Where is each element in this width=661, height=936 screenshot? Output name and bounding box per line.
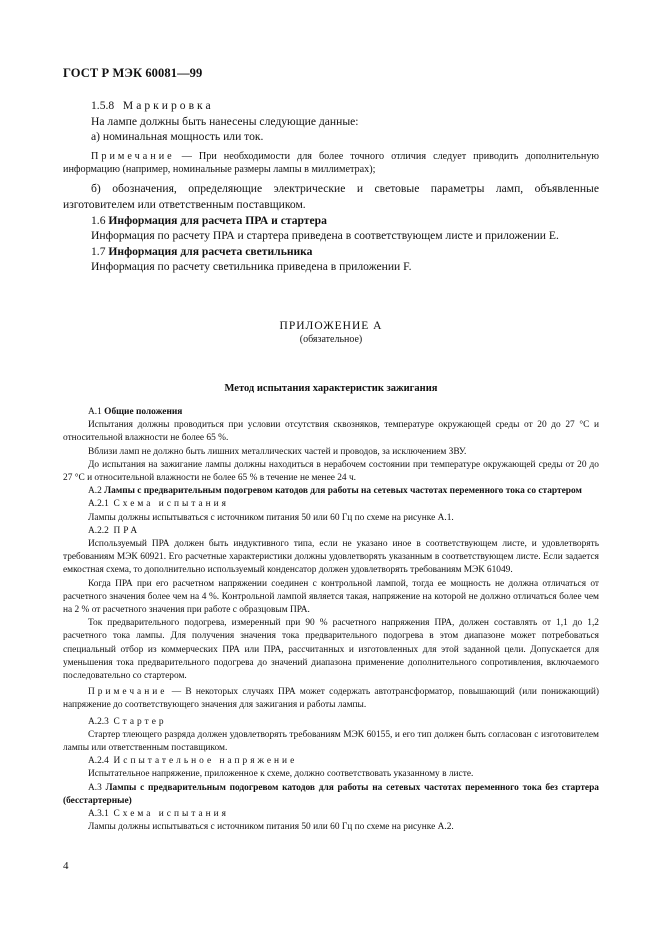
paragraph: До испытания на зажигание лампы должны находиться в нерабочем состоянии при температуре окружающей среды от 20 до 27 °С и относительной влажности не более 65 % в течение не менее 24 ч. xyxy=(63,459,599,484)
heading-1-6: 1.6 Информация для расчета ПРА и стартера xyxy=(91,213,327,227)
appendix-body xyxy=(63,406,599,835)
heading-a3: А.3 Лампы с предварительным подогревом катодов для работы на сетевых частотах переменного тока без стартера (бесстартерные) xyxy=(63,782,599,806)
list-item-b: б) обозначения, определяющие электрические и световые параметры ламп, объявленные изготовителем или ответственным поставщиком. xyxy=(63,182,599,211)
paragraph: На лампе должны быть нанесены следующие данные: xyxy=(91,114,359,128)
appendix-title: ПРИЛОЖЕНИЕ А xyxy=(279,320,383,332)
heading-a1: А.1 Общие положения xyxy=(88,407,183,417)
method-title: Метод испытания характеристик зажигания xyxy=(224,383,438,394)
heading-1-5-8: 1.5.8 Маркировка xyxy=(91,99,214,112)
paragraph: Испытания должны проводиться при условии отсутствия сквозняков, температуре окружающей среды от 20 до 27 °С и относительной влажности не более 65 %. xyxy=(63,420,599,444)
paragraph: Стартер тлеющего разряда должен удовлетворять требованиям МЭК 60155, и его тип должен быть согласован с изготовителем лампы или ответственным поставщиком. xyxy=(63,729,599,754)
heading-title-marking: Маркировка xyxy=(122,99,214,112)
paragraph: Лампы должны испытываться с источником питания 50 или 60 Гц по схеме на рисунке А.1. xyxy=(88,512,454,523)
paragraph: Лампы должны испытываться с источником питания 50 или 60 Гц по схеме на рисунке А.2. xyxy=(88,822,454,833)
paragraph: Ток предварительного подогрева, измеренный при 90 % расчетного напряжения ПРА, должен составлять от 1,1 до 1,2 расчетного тока лампы. Для получения значения тока предварительного подогрева в этом диапазоне может потребоваться специальный отбор из коммерческих ПРА или ПРА, рассчитанных и изготовленных для этой заданной цели. Допускается для уменьшения тока предварительного подогрева до значений диапазона применение дополнительного сопротивления, включаемого последовательно со стартером. xyxy=(63,618,599,682)
paragraph: Вблизи ламп не должно быть лишних металлических частей и проводов, за исключением ЗВУ. xyxy=(88,446,467,457)
paragraph: Испытательное напряжение, приложенное к схеме, должно соответствовать указанному в листе. xyxy=(88,769,474,780)
heading-a3-1: А.3.1 Схема испытания xyxy=(88,809,229,820)
paragraph: Информация по расчету ПРА и стартера приведена в соответствующем листе и приложении E. xyxy=(91,229,559,243)
page-number: 4 xyxy=(63,860,69,872)
paragraph: Информация по расчету светильника приведена в приложении F. xyxy=(91,260,412,274)
document-header: ГОСТ Р МЭК 60081—99 xyxy=(63,66,203,80)
section-1-5-8 xyxy=(63,98,599,275)
heading-a2: А.2 Лампы с предварительным подогревом катодов для работы на сетевых частотах переменного тока со стартером xyxy=(88,486,582,497)
heading-1-7: 1.7 Информация для расчета светильника xyxy=(91,244,313,258)
paragraph: Когда ПРА при его расчетном напряжении соединен с контрольной лампой, тогда ее мощность не должна отличаться от расчетного значения более чем на 4 %. Контрольной лампой является такая, напряжение на которой не должно отличаться более чем на 2 % от расчетного значения при работе с образцовым ПРА. xyxy=(63,578,599,616)
heading-a2-4: А.2.4 Испытательное напряжение xyxy=(88,756,298,767)
paragraph: Используемый ПРА должен быть индуктивного типа, если не указано иное в соответствующем листе, и удовлетворять требованиям МЭК 60921. Его расчетные характеристики должны удовлетворять указанным в соответствующем листе. Если задается емкостная схема, то дополнительно используемый конденсатор должен удовлетворять требованиям МЭК 61049. xyxy=(63,539,599,576)
heading-a2-1: А.2.1 Схема испытания xyxy=(88,499,229,510)
appendix-subtitle: (обязательное) xyxy=(299,334,363,345)
note: Примечание — В некоторых случаях ПРА может содержать автотрансформатор, повышающий (или понижающий) напряжение до соответствующего значения для зажигания и работы лампы. xyxy=(63,687,599,711)
note: Примечание — При необходимости для более точного отличия следует приводить дополнительную информацию (например, номинальные размеры лампы в миллиметрах); xyxy=(63,150,599,176)
heading-a2-2: А.2.2 ПРА xyxy=(88,525,141,536)
list-item-a: а) номинальная мощность или ток. xyxy=(91,130,264,144)
heading-a2-3: А.2.3 Стартер xyxy=(88,716,167,727)
